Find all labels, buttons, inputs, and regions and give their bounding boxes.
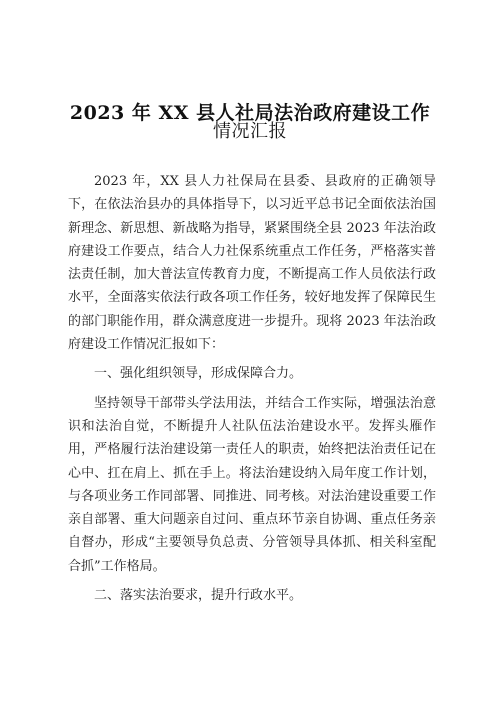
document-title: 2023 年 XX 县人社局法治政府建设工作 (69, 102, 431, 124)
section-heading-1: 一、强化组织领导，形成保障合力。 (94, 366, 303, 382)
section-1-paragraph: 坚持领导干部带头学法用法，并结合工作实际，增强法治意识和法治自觉，不断提升人社队伍法治建设水平。发挥头雁作用，严格履行法治建设第一责任人的职责，始终把法治责任记在心中、扛在肩上、抓在手上。将法治建设纳入局年度工作计划，与各项业务工作同部署、同推进、同考核。对法治建设重要工作亲自部署、重大问题亲自过问、重点环节亲自协调、重点任务亲自督办，形成“主要领导负总责、分管领导具体抓、相关科室配合抓”工作格局。 (68, 395, 436, 574)
intro-paragraph: 2023 年，XX 县人力社保局在县委、县政府的正确领导下，在依法治县办的具体指导下，以习近平总书记全面依法治国新理念、新思想、新战略为指导，紧紧围绕全县 2023 年法治政府建设工作要点，结合人力社保系统重点工作任务，严格落实普法责任制，加大普法宣传教育力度，不断提高工作人员依法行政水平，全面落实依法行政各项工作任务，较好地发挥了保障民生的部门职能作用，群众满意度进一步提升。现将 2023 年法治政府建设工作情况汇报如下： (68, 174, 436, 353)
document-subtitle: 情况汇报 (213, 121, 287, 142)
section-heading-2: 二、落实法治要求，提升行政水平。 (94, 588, 303, 604)
document-body (68, 170, 436, 613)
